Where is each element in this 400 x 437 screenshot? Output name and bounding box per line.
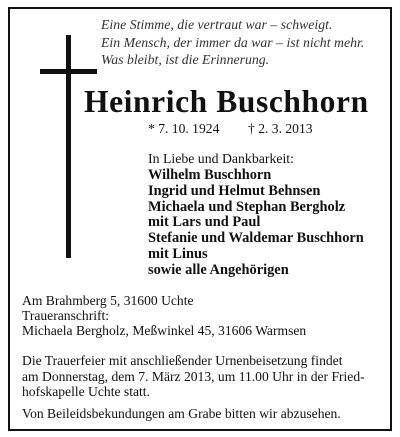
mourner-line: mit Linus: [148, 245, 208, 262]
mourner-line: mit Lars und Paul: [148, 214, 261, 231]
mourner-line: Wilhelm Buschhorn: [148, 167, 272, 183]
memorial-poem: [101, 16, 387, 69]
address-block: [22, 293, 306, 339]
home-address: Am Brahmberg 5, 31600 Uchte: [22, 293, 194, 308]
mourners-intro: In Liebe und Dankbarkeit:: [148, 151, 294, 166]
funeral-notice: Die Trauerfeier mit anschließender Urnenbeisetzung findet am Donnerstag, dem 7. März 2013, um 11.00 Uhr in der Fried- hofskapelle Uchte statt.: [22, 353, 365, 400]
death-date: † 2. 3. 2013: [248, 121, 313, 136]
mourners-list: [148, 168, 364, 279]
mourner-line: sowie alle Angehörigen: [148, 261, 289, 278]
poem-line: Ein Mensch, der immer da war – ist nicht mehr.: [101, 34, 365, 50]
mourning-address: Michaela Bergholz, Meßwinkel 45, 31606 Warmsen: [22, 323, 307, 339]
poem-line: Eine Stimme, die vertraut war – schweigt.: [101, 17, 333, 32]
deceased-name: Heinrich Buschhorn: [84, 84, 369, 119]
poem-line: Was bleibt, ist die Erinnerung.: [101, 52, 270, 67]
mourning-address-label: Traueranschrift:: [22, 308, 110, 324]
mourner-line: Stefanie und Waldemar Buschhorn: [148, 230, 364, 247]
mourner-line: Ingrid und Helmut Behnsen: [148, 182, 321, 199]
cross-horizontal-bar: [40, 69, 97, 74]
mourner-line: Michaela und Stephan Bergholz: [148, 198, 346, 215]
condolence-note: Von Beileidsbekundungen am Grabe bitten wir abzusehen.: [22, 406, 341, 421]
birth-date: * 7. 10. 1924: [148, 121, 220, 136]
